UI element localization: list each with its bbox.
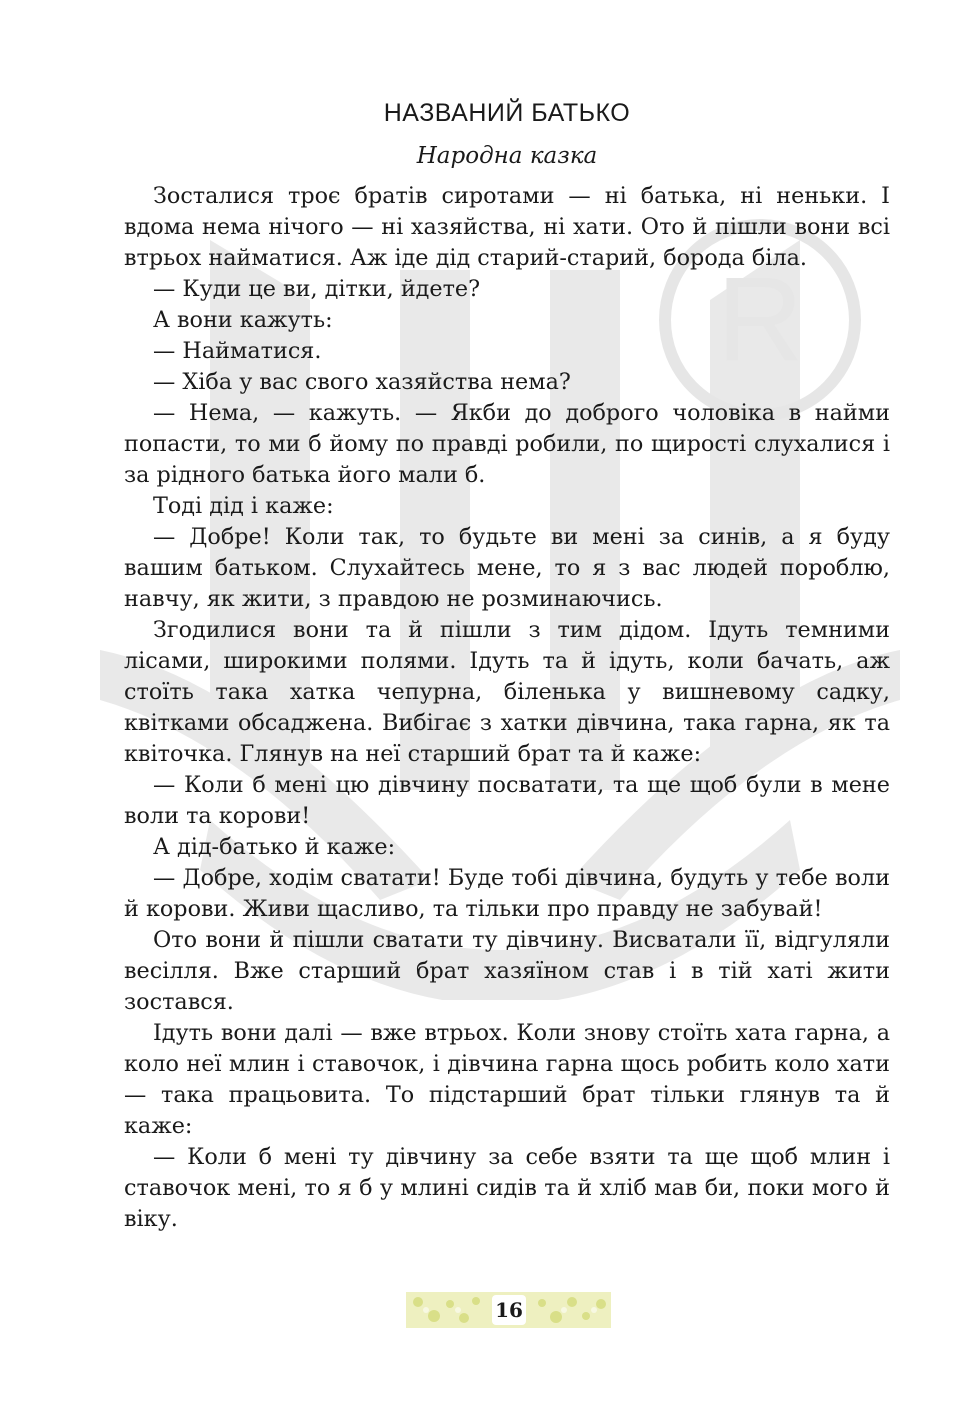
paragraph: — Найматися. bbox=[153, 338, 322, 364]
paragraph: Зосталися троє братів сиротами — ні батька, ні неньки. І вдома нема нічого — ні хазяйства, ні хати. Ото й пішли вони всі втрьох найматися. Аж іде дід старий-старий, борода біла. bbox=[124, 183, 890, 271]
page-number: 16 bbox=[492, 1295, 526, 1325]
paragraph: — Нема, — кажуть. — Якби до доброго чоловіка в найми попасти, то ми б йому по правді робили, по щирості слухалися і за рідного батька його мали б. bbox=[124, 400, 890, 488]
paragraph: Тоді дід і каже: bbox=[153, 493, 334, 519]
paragraph: Ото вони й пішли сватати ту дівчину. Висватали її, відгуляли весілля. Вже старший брат хазяїном став і в тій хаті жити зостався. bbox=[124, 927, 890, 1015]
svg-text:R: R bbox=[716, 252, 804, 386]
story-text bbox=[124, 181, 890, 1235]
paragraph: — Добре! Коли так, то будьте ви мені за синів, а я буду вашим батьком. Слухайтесь мене, то я з вас людей пороблю, навчу, як жити, з правдою не розминаючись. bbox=[124, 524, 890, 612]
paragraph: — Коли б мені ту дівчину за себе взяти та ще щоб млин і ставочок мені, то я б у млині сидів та й хліб мав би, поки мого й віку. bbox=[124, 1144, 890, 1232]
paragraph: — Хіба у вас свого хазяйства нема? bbox=[153, 369, 571, 395]
paragraph: — Добре, ходім сватати! Буде тобі дівчина, будуть у тебе воли й корови. Живи щасливо, та тільки про правду не забувай! bbox=[124, 865, 890, 922]
page-footer bbox=[406, 1292, 611, 1328]
paragraph: Ідуть вони далі — вже втрьох. Коли знову стоїть хата гарна, а коло неї млин і ставочок, і дівчина гарна щось робить коло хати — така працьовита. То підстарший брат тільки глянув та й каже: bbox=[124, 1020, 890, 1139]
paragraph: А дід-батько й каже: bbox=[153, 834, 396, 860]
paragraph: А вони кажуть: bbox=[153, 307, 333, 333]
paragraph: — Коли б мені цю дівчину посватати, та ще щоб були в мене воли та корови! bbox=[124, 772, 890, 829]
story-title: НАЗВАНИЙ БАТЬКО bbox=[383, 99, 631, 127]
story-subtitle: Народна казка bbox=[416, 143, 598, 169]
page-content bbox=[124, 95, 890, 1235]
paragraph: — Куди це ви, дітки, йдете? bbox=[153, 276, 481, 302]
paragraph: Згодилися вони та й пішли з тим дідом. Ідуть темними лісами, широкими полями. Ідуть та й ідуть, коли бачать, аж стоїть така хатка чепурна, біленька у вишневому садку, квітками обсаджена. Вибігає з хатки дівчина, така гарна, як та квіточка. Глянув на неї старший брат та й каже: bbox=[124, 617, 890, 767]
